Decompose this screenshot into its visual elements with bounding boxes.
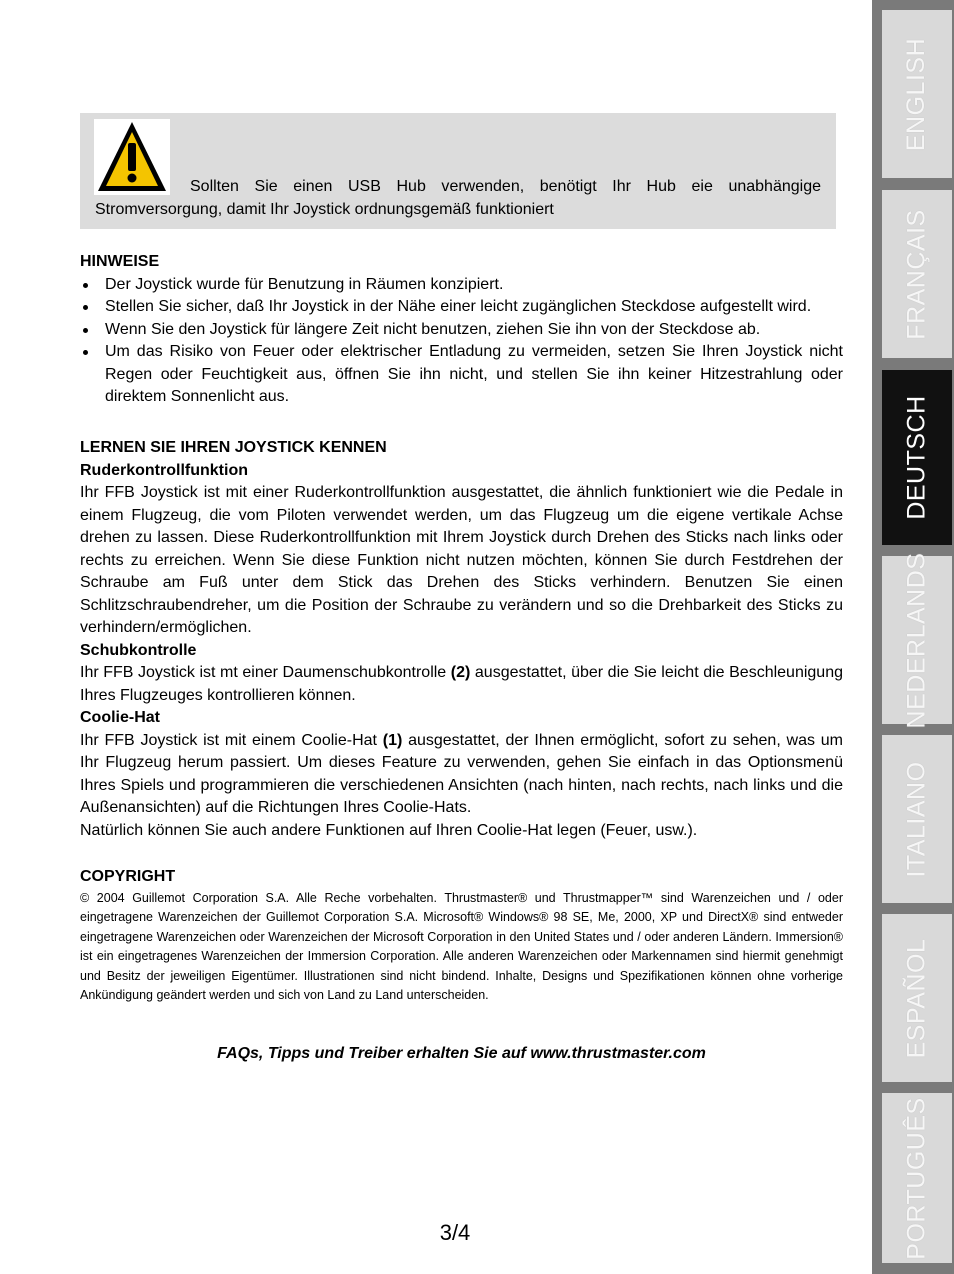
- coolie-heading: Coolie-Hat: [80, 709, 160, 726]
- tab-label: ITALIANO: [902, 760, 931, 878]
- list-item: Stellen Sie sicher, daß Ihr Joystick in der Nähe einer leicht zugänglichen Steckdose aufgestellt wird.: [80, 296, 843, 319]
- warning-text-line1: Sollten Sie einen USB Hub verwenden, benötigt Ihr Hub eie unabhängige: [190, 178, 821, 195]
- bullet-icon: [83, 305, 88, 310]
- hinweise-section: [80, 251, 843, 409]
- page-number: 3/4: [439, 1220, 471, 1245]
- coolie-text: Ihr FFB Joystick ist mit einem Coolie-Hat (1) ausgestattet, der Ihnen ermöglicht, sofort zu sehen, was um Ihr Flugzeug herum passiert. Um dieses Feature zu verwenden, gehen Sie einfach in das Optionsmenü Ihres Spiels und programmieren die verschiedenen Ansichten (nach hinten, nach rechts, nach links und die Außenansichten) auf die Richtungen Ihres Coolie-Hats.: [80, 731, 843, 816]
- tab-label: ESPAÑOL: [902, 938, 931, 1058]
- tab-label: FRANÇAIS: [902, 208, 931, 340]
- tab-nederlands[interactable]: [882, 552, 952, 728]
- tab-francais[interactable]: [882, 190, 952, 358]
- bullet-icon: [83, 283, 88, 288]
- bullet-icon: [83, 350, 88, 355]
- hinweise-heading: HINWEISE: [80, 253, 160, 270]
- ruder-heading: Ruderkontrollfunktion: [80, 461, 248, 479]
- list-item: Der Joystick wurde für Benutzung in Räumen konzipiert.: [80, 274, 843, 297]
- tab-label: ENGLISH: [902, 37, 931, 151]
- ruder-text: Ihr FFB Joystick ist mit einer Ruderkontrollfunktion ausgestattet, die ähnlich funktioniert wie die Pedale in einem Flugzeug, die vom Piloten verwendet werden, um das Flugzeug um die eigene vertikale Achse drehen zu lassen. Diese Ruderkontrollfunktion mit Ihrem Joystick durch Drehen des Sticks nach links oder rechts zu erreichen. Wenn Sie diese Funktion nicht nutzen möchten, können Sie durch Festdrehen der Schraube am Fuß unter dem Stick das Drehen des Sticks verhindern. Benutzen Sie einen Schlitzschraubendreher, um die Position der Schraube zu verändern und so die Drehbarkeit des Sticks zu verhindern/ermöglichen.: [80, 484, 843, 636]
- lernen-heading: LERNEN SIE IHREN JOYSTICK KENNEN: [80, 439, 387, 456]
- copyright-section: [80, 866, 843, 1006]
- hinweise-list: [80, 274, 843, 409]
- tab-label: DEUTSCH: [902, 395, 931, 520]
- tab-label: PORTUGUÊS: [902, 1096, 931, 1260]
- schub-heading: Schubkontrolle: [80, 641, 197, 659]
- tab-espanol[interactable]: [882, 914, 952, 1082]
- list-item: Um das Risiko von Feuer oder elektrischer Entladung zu vermeiden, setzen Sie Ihren Joystick nicht Regen oder Feuchtigkeit aus, öffnen Sie ihn nicht, und stellen Sie ihn keiner Hitzestrahlung oder direktem Sonnenlicht aus.: [80, 341, 843, 409]
- list-item: Wenn Sie den Joystick für längere Zeit nicht benutzen, ziehen Sie ihn von der Steckdose ab.: [80, 319, 843, 342]
- tab-english[interactable]: [882, 10, 952, 178]
- warning-text: [95, 175, 821, 221]
- bullet-icon: [83, 328, 88, 333]
- warning-box: [80, 113, 836, 229]
- schub-text: Ihr FFB Joystick ist mt einer Daumenschubkontrolle (2) ausgestattet, über die Sie leicht die Beschleunigung Ihres Flugzeuges kontrollieren können.: [80, 664, 843, 704]
- lernen-section: [80, 437, 843, 842]
- language-tab-strip: [872, 0, 954, 1274]
- footer-line: FAQs, Tipps und Treiber erhalten Sie auf www.thrustmaster.com: [217, 1045, 706, 1062]
- tab-deutsch[interactable]: [882, 370, 952, 545]
- tab-portugues[interactable]: [882, 1093, 952, 1263]
- copyright-heading: COPYRIGHT: [80, 868, 176, 885]
- tab-label: NEDERLANDS: [902, 552, 931, 728]
- copyright-text: © 2004 Guillemot Corporation S.A. Alle Reche vorbehalten. Thrustmaster® und Thrustmapper™ sind Warenzeichen und / oder eingetragene Warenzeichen der Guillemot Corporation S.A. Microsoft® Windows® 98 SE, Me, 2000, XP und DirectX® sind entweder eingetragene Warenzeichen oder Warenzeichen der Microsoft Corporation in den United States und / oder anderen Ländern. Immersion® ist ein eingetragenes Warenzeichen der Immersion Corporation. Alle anderen Warenzeichen oder Markennamen sind hiermit genehmigt und Besitz der jeweiligen Eigentümer. Illustrationen sind nicht bindend. Inhalte, Designs und Spezifikationen können ohne vorherige Ankündigung geändert werden und sich von Land zu Land unterscheiden.: [80, 890, 843, 1002]
- tab-italiano[interactable]: [882, 735, 952, 903]
- warning-text-line2: Stromversorgung, damit Ihr Joystick ordnungsgemäß funktioniert: [95, 201, 554, 218]
- coolie-extra-text: Natürlich können Sie auch andere Funktionen auf Ihren Coolie-Hat legen (Feuer, usw.).: [80, 821, 698, 839]
